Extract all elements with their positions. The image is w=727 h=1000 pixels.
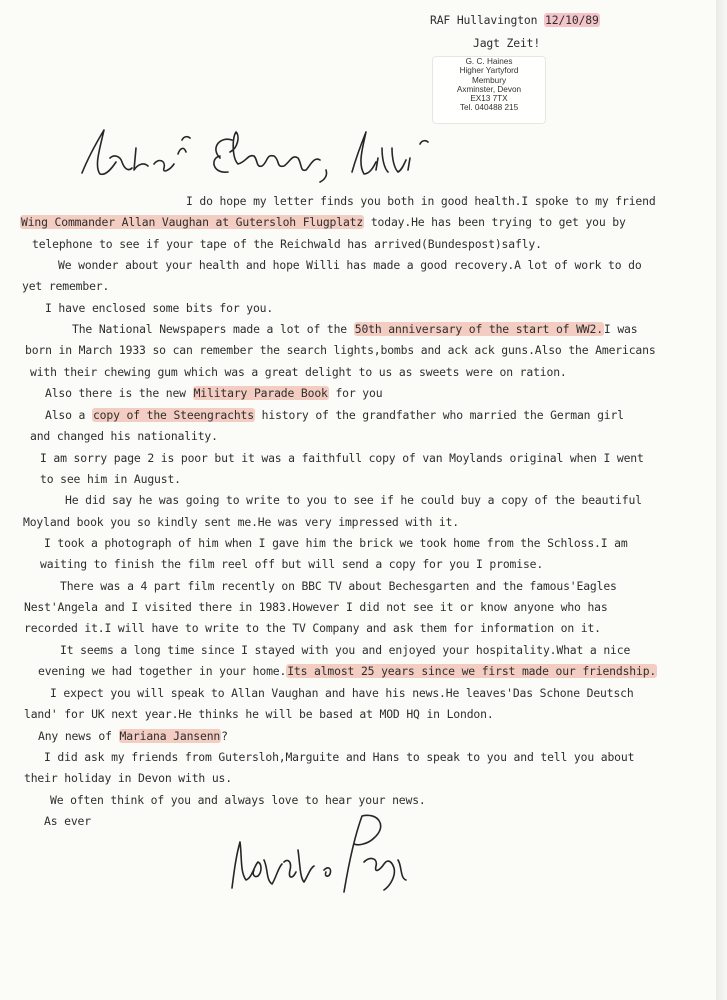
highlight: 50th anniversary of the start of WW2. bbox=[354, 322, 603, 336]
letter-line: with their chewing gum which was a great delight to us as sweets were on ration. bbox=[30, 365, 567, 379]
letter-line bbox=[45, 408, 624, 422]
letter-line: telephone to see if your tape of the Reichwald has arrived(Bundespost)safly. bbox=[32, 237, 542, 251]
highlight: copy of the Steengrachts bbox=[92, 408, 254, 422]
letter-line: We wonder about your health and hope Willi has made a good recovery.A lot of work to do bbox=[58, 258, 642, 272]
highlight: Mariana Jansenn bbox=[119, 729, 221, 743]
header-line-location bbox=[430, 13, 600, 27]
text-run: ? bbox=[221, 729, 228, 743]
letter-line: I have enclosed some bits for you. bbox=[45, 301, 274, 315]
letter-line: I did ask my friends from Gutersloh,Marguite and Hans to speak to you and tell you about bbox=[44, 750, 635, 764]
letter-line bbox=[20, 215, 626, 229]
letter-line: There was a 4 part film recently on BBC TV about Bechesgarten and the famous'Eagles bbox=[60, 579, 617, 593]
letter-line: Nest'Angela and I visited there in 1983.However I did not see it or know anyone who has bbox=[24, 600, 608, 614]
letter-line: Moyland book you so kindly sent me.He was very impressed with it. bbox=[23, 515, 460, 529]
letter-line: We often think of you and always love to hear your news. bbox=[50, 793, 426, 807]
address-stamp bbox=[432, 56, 546, 124]
stamp-line: EX13 7TX bbox=[470, 94, 508, 104]
letter-line: I took a photograph of him when I gave him the brick we took home from the Schloss.I am bbox=[44, 536, 628, 550]
header-location: RAF Hullavington bbox=[430, 13, 538, 27]
stamp-line: Axminster, Devon bbox=[456, 84, 522, 94]
letter-line: their holiday in Devon with us. bbox=[24, 771, 232, 785]
highlight: Its almost 25 years since we first made our friendship. bbox=[287, 664, 657, 678]
header-motto: Jagt Zeit! bbox=[473, 36, 541, 50]
letter-line: and changed his nationality. bbox=[30, 429, 218, 443]
letter-line: to see him in August. bbox=[40, 472, 181, 486]
stamp-line: Higher Yartyford bbox=[459, 66, 519, 76]
text-run: Also there is the new bbox=[45, 386, 193, 400]
letter-line: He did say he was going to write to you to see if he could buy a copy of the beautiful bbox=[65, 493, 642, 507]
letter-line: land' for UK next year.He thinks he will be based at MOD HQ in London. bbox=[24, 707, 494, 721]
letter-line: born in March 1933 so can remember the search lights,bombs and ack ack guns.Also the Americans bbox=[25, 343, 656, 357]
stamp-line: Membury bbox=[471, 75, 507, 85]
text-run: Any news of bbox=[38, 729, 119, 743]
letter-line bbox=[38, 729, 228, 743]
highlight: Military Parade Book bbox=[193, 386, 328, 400]
letter-line: recorded it.I will have to write to the TV Company and ask them for information on it. bbox=[24, 621, 601, 635]
letter-line: As ever bbox=[44, 814, 91, 828]
letter-line: It seems a long time since I stayed with you and enjoyed your hospitality.What a nice bbox=[60, 643, 631, 657]
text-run: Also a bbox=[45, 408, 92, 422]
text-run: today.He has been trying to get you by bbox=[364, 215, 626, 229]
text-run: history of the grandfather who married the German girl bbox=[254, 408, 624, 422]
text-run: for you bbox=[328, 386, 383, 400]
handwritten-signature bbox=[218, 808, 418, 898]
stamp-line: G. C. Haines bbox=[465, 57, 513, 66]
highlight: Wing Commander Allan Vaughan at Gutersloh Flugplatz bbox=[21, 215, 364, 229]
text-run: I was bbox=[603, 322, 638, 336]
letter-line: waiting to finish the film reel off but will send a copy for you I promise. bbox=[40, 557, 544, 571]
page-edge bbox=[716, 0, 727, 1000]
letter-line: I do hope my letter finds you both in good health.I spoke to my friend bbox=[186, 194, 656, 208]
letter-line: I am sorry page 2 is poor but it was a faithfull copy of van Moylands original when I went bbox=[40, 451, 644, 465]
letter-line: yet remember. bbox=[22, 279, 110, 293]
handwritten-salutation bbox=[70, 118, 430, 188]
letter-line bbox=[45, 386, 382, 400]
letter-line bbox=[38, 664, 657, 678]
letter-line: I expect you will speak to Allan Vaughan and have his news.He leaves'Das Schone Deutsch bbox=[50, 686, 634, 700]
text-run: The National Newspapers made a lot of the bbox=[72, 322, 354, 336]
stamp-line: Tel. 040488 215 bbox=[459, 103, 519, 113]
text-run: evening we had together in your home. bbox=[38, 664, 287, 678]
header-date: 12/10/89 bbox=[545, 13, 599, 27]
letter-line bbox=[72, 322, 637, 336]
